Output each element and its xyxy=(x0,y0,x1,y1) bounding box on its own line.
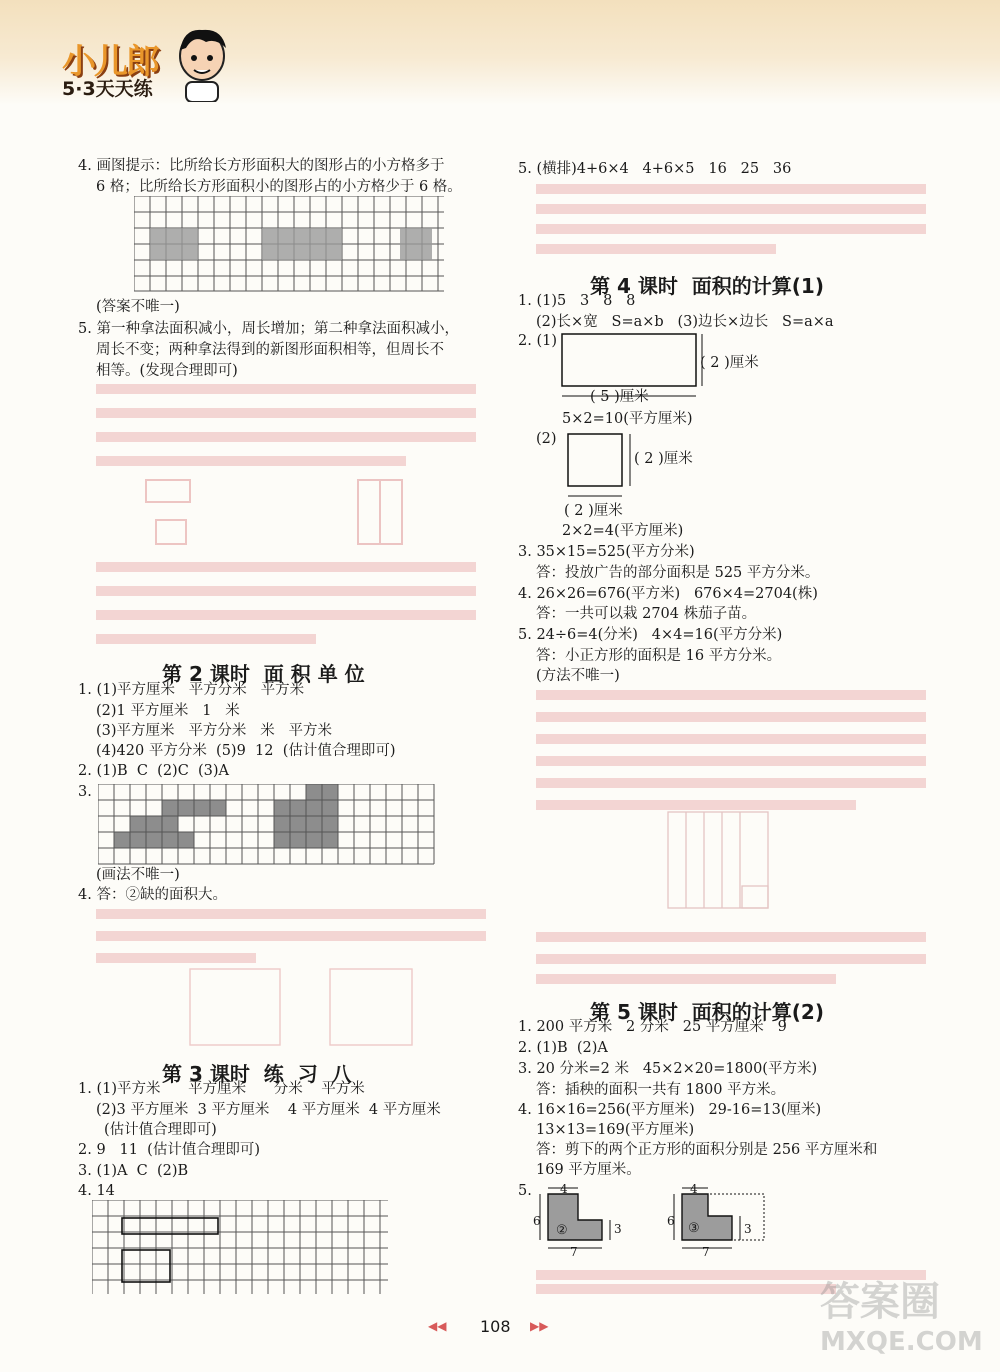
l4-q5a: 5. 24÷6=4(分米) 4×4=16(平方分米) xyxy=(518,627,783,643)
l2-q4: 4. 答：②缺的面积大。 xyxy=(78,887,227,903)
fig-b-left: 6 xyxy=(667,1214,675,1228)
l5-q4a: 4. 16×16=256(平方厘米) 29-16=13(厘米) xyxy=(518,1102,822,1118)
lesson4-title: 第 4 课时 面积的计算(1) xyxy=(590,274,824,298)
fig-b-tag: ③ xyxy=(688,1221,700,1236)
fig-b-right: 3 xyxy=(744,1222,752,1236)
brand-logo: 小儿郎 xyxy=(62,42,158,82)
l5-q5: 5. xyxy=(518,1183,532,1199)
lesson2-title: 第 2 课时 面 积 单 位 xyxy=(162,662,365,686)
fig-b-top: 4 xyxy=(690,1182,698,1196)
l4-q4b: 答：一共可以栽 2704 株茄子苗。 xyxy=(536,606,757,622)
l4-q2b-height: ( 2 )厘米 xyxy=(634,451,693,467)
l2-q1b: (2)1 平方厘米 1 米 xyxy=(96,703,240,719)
l5-q3b: 答：插秧的面积一共有 1800 平方米。 xyxy=(536,1082,786,1098)
q5-line2: 周长不变；两种拿法得到的新图形面积相等，但周长不 xyxy=(96,342,444,358)
q5-line3: 相等。(发现合理即可) xyxy=(96,363,238,379)
watermark xyxy=(820,1270,995,1365)
l-shape-figure-b xyxy=(664,1182,774,1262)
l2-q1a: 1. (1)平方厘米 平方分米 平方米 xyxy=(78,682,305,698)
fig-a-right: 3 xyxy=(614,1222,622,1236)
prev-arrow-icon: ◀◀ xyxy=(428,1319,447,1333)
l4-q2-height: ( 2 )厘米 xyxy=(700,355,759,371)
q4-grid xyxy=(134,196,446,292)
l4-q1a: 1. (1)5 3 8 8 xyxy=(518,293,636,309)
l2-q3-note: (画法不唯一) xyxy=(96,867,180,883)
l3-q1c: (估计值合理即可) xyxy=(104,1122,217,1138)
faded-explanation-area-4 xyxy=(536,686,936,986)
fig-a-tag: ② xyxy=(556,1223,568,1238)
l3-q1b: (2)3 平方厘米 3 平方厘米 4 平方厘米 4 平方厘米 xyxy=(96,1102,441,1118)
l2-q1c: (3)平方厘米 平方分米 米 平方米 xyxy=(96,723,333,739)
next-arrow-icon: ▶▶ xyxy=(530,1319,549,1333)
fig-b-bottom: 7 xyxy=(702,1245,710,1259)
lesson3-title: 第 3 课时 练 习 八 xyxy=(162,1062,352,1086)
l2-q3-grid xyxy=(98,784,442,866)
l4-q5b: 答：小正方形的面积是 16 平方分米。 xyxy=(536,648,782,664)
l5-q4d: 169 平方厘米。 xyxy=(536,1162,641,1178)
l4-q2: 2. (1) xyxy=(518,333,557,349)
l4-q2b-calc: 2×2=4(平方厘米) xyxy=(562,523,684,539)
l5-q4b: 13×13=169(平方厘米) xyxy=(536,1122,695,1138)
l4-q2-width: ( 5 )厘米 xyxy=(590,389,649,405)
l4-q3a: 3. 35×15=525(平方分米) xyxy=(518,544,695,560)
l5-q4c: 答：剪下的两个正方形的面积分别是 256 平方厘米和 xyxy=(536,1142,878,1158)
fig-a-left: 6 xyxy=(533,1214,541,1228)
faded-explanation-area-2 xyxy=(90,905,490,1050)
l3-q4-grid xyxy=(92,1200,392,1296)
watermark-logo: 答案圈 xyxy=(820,1279,940,1325)
q5-line1: 5. 第一种拿法面积减小，周长增加；第二种拿法面积减小， xyxy=(78,321,459,337)
l4-q2b-width: ( 2 )厘米 xyxy=(564,503,623,519)
l2-q1d: (4)420 平方分米 (5)9 12 (估计值合理即可) xyxy=(96,743,396,759)
watermark-url: MXQE.COM xyxy=(820,1327,983,1357)
l4-q3b: 答：投放广告的部分面积是 525 平方分米。 xyxy=(536,565,820,581)
l2-q3: 3. xyxy=(78,784,92,800)
l2-q2: 2. (1)B C (2)C (3)A xyxy=(78,763,230,779)
lesson5-title: 第 5 课时 面积的计算(2) xyxy=(590,1000,824,1024)
mascot-icon xyxy=(172,26,232,102)
brand-subtitle: 5·3天天练 xyxy=(62,78,153,100)
faded-explanation-area-3 xyxy=(536,180,936,260)
l3-q1a: 1. (1)平方米 平方厘米 分米 平方米 xyxy=(78,1081,365,1097)
page-number: 108 xyxy=(480,1317,511,1336)
l4-q5c: (方法不唯一) xyxy=(536,668,620,684)
square-2x2-figure xyxy=(566,432,636,504)
l4-q1b: (2)长×宽 S=a×b (3)边长×边长 S=a×a xyxy=(536,314,834,330)
l4-q2b: (2) xyxy=(536,431,557,447)
l4-q2-calc: 5×2=10(平方厘米) xyxy=(562,411,693,427)
l5-q2: 2. (1)B (2)A xyxy=(518,1040,608,1056)
l3-q4: 4. 14 xyxy=(78,1183,115,1199)
q4-line2: 6 格；比所给长方形面积小的图形占的小方格少于 6 格。 xyxy=(96,179,462,195)
faded-explanation-area xyxy=(90,380,490,650)
r-q5: 5. (横排)4+6×4 4+6×5 16 25 36 xyxy=(518,161,792,177)
l4-q4a: 4. 26×26=676(平方米) 676×4=2704(株) xyxy=(518,586,818,602)
q4-note: (答案不唯一) xyxy=(96,299,180,315)
fig-a-bottom: 7 xyxy=(570,1245,578,1259)
l3-q3: 3. (1)A C (2)B xyxy=(78,1163,189,1179)
l5-q3a: 3. 20 分米=2 米 45×2×20=1800(平方米) xyxy=(518,1061,818,1077)
l3-q2: 2. 9 11 (估计值合理即可) xyxy=(78,1142,260,1158)
q4-line1: 4. 画图提示：比所给长方形面积大的图形占的小方格多于 xyxy=(78,158,445,174)
l5-q1: 1. 200 平方米 2 分米 25 平方厘米 9 xyxy=(518,1019,787,1035)
fig-a-top: 4 xyxy=(560,1182,568,1196)
